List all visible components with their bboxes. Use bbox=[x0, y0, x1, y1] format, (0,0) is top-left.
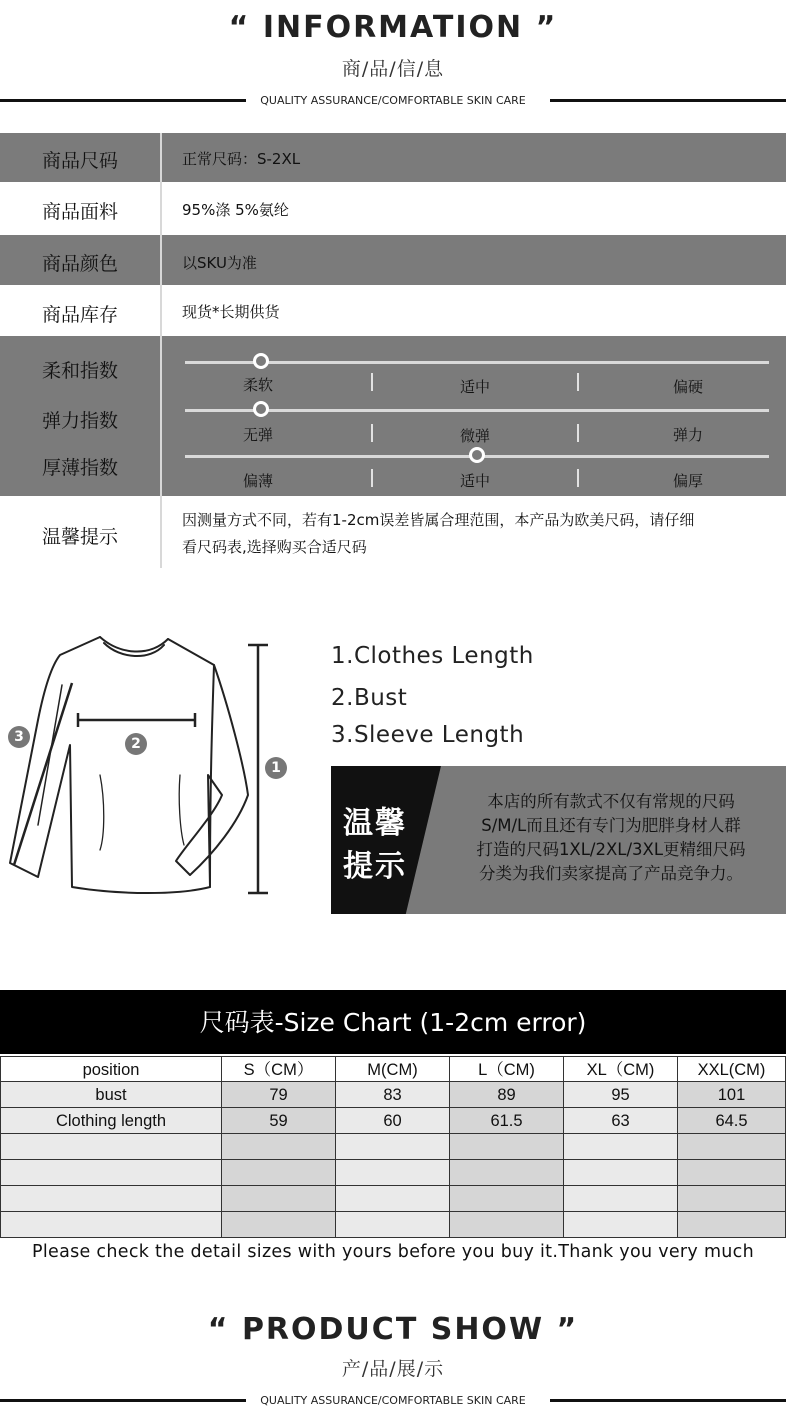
table-cell bbox=[336, 1134, 450, 1160]
table-row bbox=[0, 1186, 786, 1212]
softness-option-3: 偏硬 bbox=[672, 378, 703, 396]
measure-item-2: 2.Bust bbox=[331, 685, 408, 711]
thickness-option-3: 偏厚 bbox=[672, 472, 703, 490]
table-row bbox=[0, 1134, 786, 1160]
indices-block bbox=[0, 336, 786, 496]
index-label-elasticity: 弹力指数 bbox=[41, 410, 118, 432]
tip-line-1: 因测量方式不同，若有1-2cm误差皆属合理范围，本产品为欧美尺码，请仔细 bbox=[182, 511, 695, 529]
table-cell: 64.5 bbox=[678, 1108, 786, 1134]
tick bbox=[577, 469, 579, 487]
tip-box-line: 分类为我们卖家提高了产品竞争力。 bbox=[479, 864, 743, 883]
table-cell: bust bbox=[0, 1082, 222, 1108]
tick bbox=[371, 373, 373, 391]
table-cell: 95 bbox=[564, 1082, 678, 1108]
table-cell bbox=[450, 1212, 564, 1238]
info-row-stock bbox=[0, 285, 786, 336]
info-label: 商品颜色 bbox=[41, 253, 118, 275]
table-cell bbox=[0, 1186, 222, 1212]
thickness-option-1: 偏薄 bbox=[242, 472, 273, 490]
table-cell: 89 bbox=[450, 1082, 564, 1108]
table-header-cell: M(CM) bbox=[336, 1056, 450, 1082]
table-cell: 83 bbox=[336, 1082, 450, 1108]
table-row bbox=[0, 1212, 786, 1238]
tip-line-2: 看尺码表,选择购买合适尺码 bbox=[182, 538, 367, 556]
measure-item-1: 1.Clothes Length bbox=[331, 643, 534, 669]
size-chart-table bbox=[0, 1056, 786, 1238]
table-cell bbox=[564, 1160, 678, 1186]
info-value: 以SKU为准 bbox=[182, 254, 257, 272]
table-cell bbox=[222, 1212, 336, 1238]
product-show-subtitle: 产/品/展/示 bbox=[341, 1358, 445, 1380]
table-cell bbox=[678, 1186, 786, 1212]
info-label: 商品面料 bbox=[41, 201, 118, 223]
table-cell: 59 bbox=[222, 1108, 336, 1134]
table-header-cell: L（CM) bbox=[450, 1056, 564, 1082]
table-cell bbox=[564, 1186, 678, 1212]
table-cell: 79 bbox=[222, 1082, 336, 1108]
info-row-fabric bbox=[0, 182, 786, 235]
marker-2: 2 bbox=[125, 733, 147, 755]
elasticity-option-2: 微弹 bbox=[459, 427, 490, 445]
table-cell bbox=[222, 1186, 336, 1212]
table-header-cell: position bbox=[0, 1056, 222, 1082]
table-cell bbox=[336, 1160, 450, 1186]
info-label: 商品尺码 bbox=[41, 150, 118, 172]
index-label-softness: 柔和指数 bbox=[41, 360, 118, 382]
table-header-cell: S（CM） bbox=[222, 1056, 336, 1082]
marker-3: 3 bbox=[8, 726, 30, 748]
information-title: “ INFORMATION ” bbox=[228, 10, 558, 45]
info-label: 商品库存 bbox=[41, 304, 118, 326]
tick bbox=[371, 469, 373, 487]
info-label: 温馨提示 bbox=[41, 526, 118, 548]
table-cell bbox=[0, 1160, 222, 1186]
softness-track bbox=[185, 361, 769, 364]
measure-item-3: 3.Sleeve Length bbox=[331, 722, 525, 748]
table-header-cell: XL（CM) bbox=[564, 1056, 678, 1082]
table-cell: 61.5 bbox=[450, 1108, 564, 1134]
softness-option-2: 适中 bbox=[459, 378, 490, 396]
tick bbox=[371, 424, 373, 442]
thickness-indicator bbox=[469, 447, 485, 463]
product-show-tagline: QUALITY ASSURANCE/COMFORTABLE SKIN CARE bbox=[260, 1394, 526, 1407]
table-header-cell: XXL(CM) bbox=[678, 1056, 786, 1082]
info-value: 现货*长期供货 bbox=[182, 303, 280, 321]
info-row-tip bbox=[0, 496, 786, 568]
table-row bbox=[0, 1108, 786, 1134]
table-cell bbox=[0, 1134, 222, 1160]
table-cell bbox=[564, 1134, 678, 1160]
tip-box-line: 本店的所有款式不仅有常规的尺码 bbox=[487, 792, 735, 811]
elasticity-indicator bbox=[253, 401, 269, 417]
table-cell bbox=[336, 1186, 450, 1212]
tip-box-line: 打造的尺码1XL/2XL/3XL更精细尺码 bbox=[476, 840, 746, 859]
index-label-thickness: 厚薄指数 bbox=[41, 457, 118, 479]
tip-box bbox=[331, 766, 786, 914]
table-row bbox=[0, 1082, 786, 1108]
table-cell bbox=[222, 1134, 336, 1160]
tick bbox=[577, 424, 579, 442]
info-row-size bbox=[0, 133, 786, 182]
tip-box-line: S/M/L而且还有专门为肥胖身材人群 bbox=[481, 816, 741, 835]
softness-indicator bbox=[253, 353, 269, 369]
product-show-title: “ PRODUCT SHOW ” bbox=[207, 1312, 579, 1347]
softness-option-1: 柔软 bbox=[242, 376, 273, 394]
table-cell: 63 bbox=[564, 1108, 678, 1134]
table-cell bbox=[678, 1160, 786, 1186]
table-cell bbox=[678, 1134, 786, 1160]
table-cell: 60 bbox=[336, 1108, 450, 1134]
table-cell bbox=[450, 1134, 564, 1160]
tick bbox=[577, 373, 579, 391]
information-tagline: QUALITY ASSURANCE/COMFORTABLE SKIN CARE bbox=[260, 94, 526, 107]
thickness-option-2: 适中 bbox=[459, 472, 490, 490]
information-subtitle: 商/品/信/息 bbox=[341, 58, 445, 80]
info-value: 正常尺码：S-2XL bbox=[182, 150, 301, 168]
info-table-divider bbox=[160, 133, 162, 568]
info-value: 95%涤 5%氨纶 bbox=[182, 201, 289, 219]
marker-1: 1 bbox=[265, 757, 287, 779]
fold-line bbox=[179, 775, 184, 845]
elasticity-option-1: 无弹 bbox=[242, 426, 273, 444]
tip-box-title-1: 温馨 bbox=[343, 806, 407, 841]
table-cell: 101 bbox=[678, 1082, 786, 1108]
table-row bbox=[0, 1160, 786, 1186]
table-header-row bbox=[0, 1056, 786, 1082]
elasticity-option-3: 弹力 bbox=[672, 426, 703, 444]
tip-box-title-2: 提示 bbox=[343, 849, 407, 884]
table-cell bbox=[222, 1160, 336, 1186]
size-chart-note: Please check the detail sizes with yours before you buy it.Thank you very much bbox=[31, 1242, 754, 1262]
table-cell bbox=[450, 1186, 564, 1212]
table-cell: Clothing length bbox=[0, 1108, 222, 1134]
fold-line bbox=[100, 775, 104, 850]
sweater-diagram bbox=[0, 625, 300, 900]
table-cell bbox=[336, 1212, 450, 1238]
table-cell bbox=[0, 1212, 222, 1238]
table-cell bbox=[678, 1212, 786, 1238]
table-cell bbox=[564, 1212, 678, 1238]
elasticity-track bbox=[185, 409, 769, 412]
tip-box-text bbox=[441, 790, 781, 886]
size-chart-title: 尺码表-Size Chart (1-2cm error) bbox=[0, 990, 786, 1054]
info-row-color bbox=[0, 235, 786, 285]
table-cell bbox=[450, 1160, 564, 1186]
